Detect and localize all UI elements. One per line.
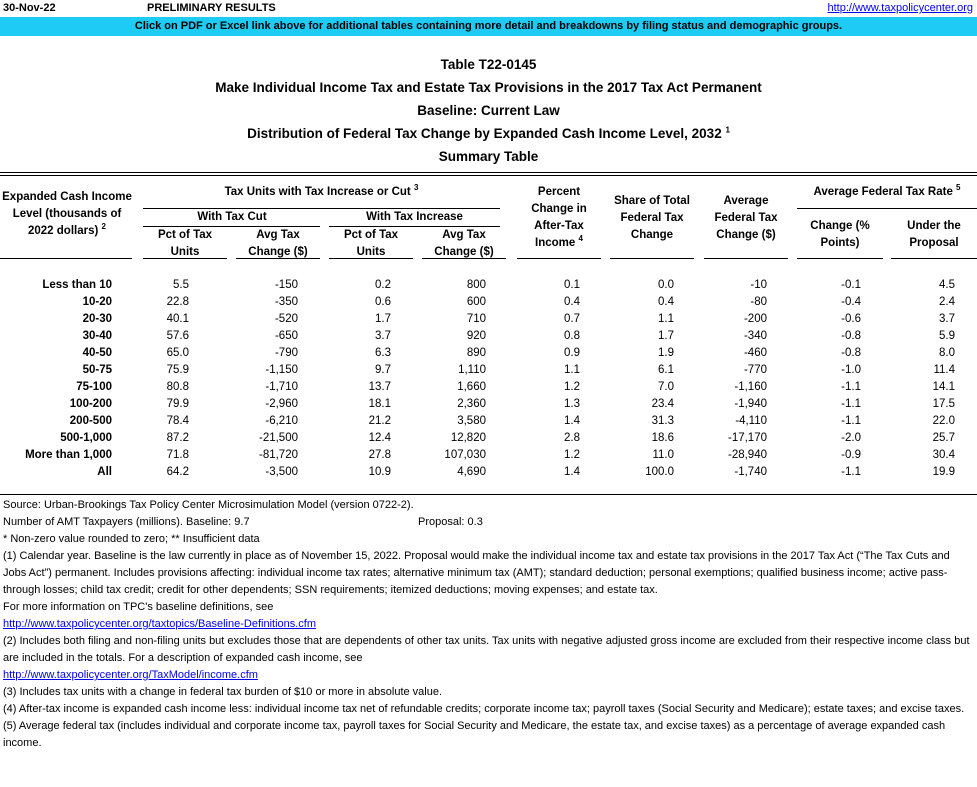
table-row	[0, 449, 977, 466]
income-level-label: 50-75	[82, 364, 112, 376]
cell-inc-avg: 12,820	[450, 432, 486, 444]
col-header-rate-change: Change (% Points)	[810, 220, 870, 249]
cell-cut-avg: -21,500	[258, 432, 298, 444]
divider	[797, 208, 977, 209]
cell-share: 18.6	[651, 432, 674, 444]
table-row	[0, 415, 977, 432]
cell-rate-proposal: 22.0	[932, 415, 955, 427]
cell-inc-pct: 3.7	[375, 330, 391, 342]
cell-rate-proposal: 14.1	[932, 381, 955, 393]
cell-pct-after-tax: 1.4	[564, 415, 580, 427]
cell-share: 31.3	[651, 415, 674, 427]
cell-pct-after-tax: 1.2	[564, 381, 580, 393]
col-header-share-total: Share of Total Federal Tax Change	[614, 195, 690, 241]
cell-avg-change: -1,740	[734, 466, 767, 478]
divider	[797, 258, 883, 259]
cell-rate-proposal: 4.5	[939, 279, 955, 291]
cell-inc-pct: 0.2	[375, 279, 391, 291]
footnote-3: (3) Includes tax units with a change in federal tax burden of $10 or more in absolute value.	[3, 686, 443, 698]
cell-pct-after-tax: 0.8	[564, 330, 580, 342]
cell-inc-pct: 1.7	[375, 313, 391, 325]
divider	[704, 258, 788, 259]
cell-cut-avg: -150	[274, 279, 298, 291]
cell-inc-avg: 920	[466, 330, 486, 342]
cell-cut-pct: 79.9	[166, 398, 189, 410]
cell-cut-avg: -1,150	[265, 364, 298, 376]
table-row	[0, 381, 977, 398]
cell-cut-pct: 75.9	[166, 364, 189, 376]
col-group-avg-fed-rate: Average Federal Tax Rate $^5$	[813, 183, 961, 198]
cell-cut-avg: -650	[274, 330, 298, 342]
cell-rate-change: -1.1	[841, 381, 861, 393]
cell-cut-pct: 5.5	[173, 279, 189, 291]
baseline-title: Baseline: Current Law	[417, 103, 560, 118]
cell-inc-avg: 1,660	[457, 381, 486, 393]
cell-rate-proposal: 3.7	[939, 313, 955, 325]
summary-title: Summary Table	[438, 149, 539, 164]
cell-rate-proposal: 17.5	[932, 398, 955, 410]
cell-cut-avg: -3,500	[265, 466, 298, 478]
table-row	[0, 330, 977, 347]
col-group-tax-units: Tax Units with Tax Increase or Cut $^3$	[224, 183, 419, 198]
divider	[422, 258, 506, 259]
cell-rate-proposal: 2.4	[939, 296, 955, 308]
cell-inc-avg: 710	[466, 313, 486, 325]
cell-inc-avg: 1,110	[458, 364, 486, 376]
cell-avg-change: -80	[750, 296, 767, 308]
cell-share: 7.0	[658, 381, 674, 393]
status-label: PRELIMINARY RESULTS	[147, 2, 276, 14]
col-header-inc-pct: Pct of Tax Units	[343, 229, 399, 258]
table-row	[0, 347, 977, 364]
col-group-with-tax-cut: With Tax Cut	[197, 211, 267, 223]
source-note: Source: Urban-Brookings Tax Policy Center Microsimulation Model (version 0722-2).	[3, 499, 414, 511]
table-row	[0, 432, 977, 449]
income-level-label: Less than 10	[42, 279, 112, 291]
col-header-pct-after-tax: Percent Change in After-Tax Income $^4$	[531, 186, 587, 249]
footnote-1: (1) Calendar year. Baseline is the law currently in place as of November 15, 2022. Proposal would make the individual income tax and estate tax provisions in the 2017 Tax Act (“The Tax Cuts and Jobs Act”) permanent. Includes provisions affecting: individual income tax rates; alternative minimum tax (AMT); standard deduction; personal exemptions; qualified business income; active pass-through losses; child tax credit; credit for other dependents; SSN requirements; itemized deductions; moving expenses; and estate tax.	[3, 550, 950, 596]
divider	[891, 258, 977, 259]
cell-rate-change: -0.4	[841, 296, 861, 308]
col-header-income-level: Expanded Cash Income Level (thousands of 2022 dollars) $^2$	[2, 191, 132, 237]
divider	[517, 258, 601, 259]
cell-avg-change: -1,940	[734, 398, 767, 410]
income-level-label: 500-1,000	[60, 432, 112, 444]
cell-inc-avg: 800	[466, 279, 486, 291]
cell-cut-pct: 40.1	[166, 313, 189, 325]
cell-rate-proposal: 5.9	[939, 330, 955, 342]
cell-rate-proposal: 30.4	[932, 449, 955, 461]
cell-inc-avg: 107,030	[444, 449, 486, 461]
footnote-5: (5) Average federal tax (includes individual and corporate income tax, payroll taxes for Social Security and Medicare, the estate tax, and excise taxes) as a percentage of average expanded cash income.	[3, 720, 946, 749]
cell-avg-change: -340	[743, 330, 767, 342]
cell-cut-pct: 71.8	[166, 449, 189, 461]
income-level-label: 75-100	[76, 381, 112, 393]
cell-cut-avg: -520	[274, 313, 298, 325]
cell-pct-after-tax: 1.4	[564, 466, 580, 478]
cell-avg-change: -460	[743, 347, 767, 359]
table-row	[0, 466, 977, 483]
distribution-title: Distribution of Federal Tax Change by Expanded Cash Income Level, 2032 $^1$	[247, 125, 730, 141]
income-level-label: 30-40	[82, 330, 112, 342]
table-row	[0, 296, 977, 313]
table-titles	[0, 53, 977, 168]
divider	[0, 258, 132, 259]
cell-cut-avg: -6,210	[265, 415, 298, 427]
cell-inc-pct: 10.9	[368, 466, 391, 478]
cell-pct-after-tax: 2.8	[564, 432, 580, 444]
cell-share: 1.7	[658, 330, 674, 342]
cell-rate-change: -1.1	[841, 415, 861, 427]
table-row	[0, 279, 977, 296]
cell-rate-proposal: 8.0	[939, 347, 955, 359]
proposal-title: Make Individual Income Tax and Estate Tax Provisions in the 2017 Tax Act Permanent	[215, 80, 762, 95]
cell-inc-avg: 4,690	[457, 466, 486, 478]
footnote-1-more: For more information on TPC's baseline definitions, see	[3, 601, 274, 613]
cell-rate-change: -2.0	[841, 432, 861, 444]
cell-inc-pct: 6.3	[375, 347, 391, 359]
cell-share: 0.0	[658, 279, 674, 291]
income-level-label: More than 1,000	[25, 449, 112, 461]
cell-inc-avg: 3,580	[457, 415, 486, 427]
cell-cut-avg: -81,720	[258, 449, 298, 461]
income-level-label: 20-30	[82, 313, 112, 325]
cell-share: 23.4	[651, 398, 674, 410]
cell-rate-change: -1.0	[841, 364, 861, 376]
cell-inc-pct: 0.6	[375, 296, 391, 308]
cell-inc-pct: 13.7	[368, 381, 391, 393]
income-level-label: All	[97, 466, 112, 478]
cell-avg-change: -4,110	[735, 415, 767, 427]
cell-share: 0.4	[658, 296, 674, 308]
cell-inc-pct: 12.4	[368, 432, 391, 444]
cell-avg-change: -200	[743, 313, 767, 325]
cell-inc-avg: 890	[466, 347, 486, 359]
cell-inc-avg: 600	[466, 296, 486, 308]
cell-cut-pct: 64.2	[166, 466, 189, 478]
cell-inc-avg: 2,360	[457, 398, 486, 410]
cell-share: 1.1	[658, 313, 674, 325]
info-banner: Click on PDF or Excel link above for additional tables containing more detail and breakdowns by filing status and demographic groups.	[0, 17, 977, 36]
table-row	[0, 313, 977, 330]
income-definition-link[interactable]: http://www.taxpolicycenter.org/TaxModel/income.cfm	[3, 669, 258, 681]
cell-pct-after-tax: 0.7	[564, 313, 580, 325]
col-group-with-tax-increase: With Tax Increase	[366, 211, 463, 223]
divider	[610, 258, 694, 259]
cell-avg-change: -770	[743, 364, 767, 376]
cell-rate-proposal: 19.9	[932, 466, 955, 478]
col-header-rate-proposal: Under the Proposal	[907, 220, 961, 249]
divider	[236, 258, 320, 259]
cell-pct-after-tax: 1.3	[564, 398, 580, 410]
cell-cut-pct: 87.2	[166, 432, 189, 444]
col-header-inc-avg: Avg Tax Change ($)	[434, 229, 494, 258]
col-header-cut-avg: Avg Tax Change ($)	[248, 229, 308, 258]
cell-share: 1.9	[658, 347, 674, 359]
cell-share: 100.0	[645, 466, 674, 478]
cell-rate-change: -0.1	[841, 279, 861, 291]
cell-cut-avg: -350	[274, 296, 298, 308]
col-header-cut-pct: Pct of Tax Units	[157, 229, 213, 258]
table-row	[0, 398, 977, 415]
footnote-4: (4) After-tax income is expanded cash income less: individual income tax net of refundable credits; corporate income tax; payroll taxes (Social Security and Medicare); estate taxes; and excise taxes.	[3, 703, 965, 715]
income-level-label: 40-50	[82, 347, 112, 359]
income-level-label: 200-500	[69, 415, 112, 427]
cell-pct-after-tax: 0.4	[564, 296, 580, 308]
cell-rate-change: -0.8	[841, 330, 861, 342]
cell-cut-pct: 80.8	[166, 381, 189, 393]
cell-rate-change: -0.8	[841, 347, 861, 359]
cell-inc-pct: 27.8	[368, 449, 391, 461]
report-date: 30-Nov-22	[3, 2, 56, 14]
income-level-label: 100-200	[69, 398, 112, 410]
cell-inc-pct: 21.2	[368, 415, 391, 427]
cell-inc-pct: 9.7	[375, 364, 391, 376]
cell-cut-pct: 22.8	[166, 296, 189, 308]
cell-cut-pct: 78.4	[166, 415, 189, 427]
divider	[0, 172, 977, 173]
cell-cut-pct: 57.6	[166, 330, 189, 342]
cell-share: 11.0	[652, 449, 674, 461]
cell-cut-pct: 65.0	[166, 347, 189, 359]
divider	[329, 258, 413, 259]
cell-cut-avg: -790	[274, 347, 298, 359]
footnote-2: (2) Includes both filing and non-filing units but excludes those that are dependents of other tax units. Tax units with negative adjusted gross income are excluded from their respective income class but are included in the totals. For a description of expanded cash income, see	[3, 635, 970, 664]
cell-pct-after-tax: 0.1	[564, 279, 580, 291]
top-bar	[0, 0, 977, 17]
cell-rate-change: -1.1	[841, 466, 861, 478]
divider	[143, 258, 227, 259]
divider	[0, 175, 977, 176]
cell-avg-change: -10	[750, 279, 767, 291]
legend-note: * Non-zero value rounded to zero; ** Insufficient data	[3, 533, 260, 545]
cell-cut-avg: -2,960	[265, 398, 298, 410]
tpc-site-link[interactable]: http://www.taxpolicycenter.org	[827, 2, 973, 14]
cell-avg-change: -28,940	[727, 449, 767, 461]
cell-rate-change: -0.9	[841, 449, 861, 461]
cell-cut-avg: -1,710	[265, 381, 298, 393]
table-row	[0, 364, 977, 381]
cell-avg-change: -1,160	[734, 381, 767, 393]
income-level-label: 10-20	[82, 296, 112, 308]
cell-rate-proposal: 11.4	[933, 364, 955, 376]
divider	[0, 494, 977, 495]
cell-rate-change: -0.6	[841, 313, 861, 325]
amt-note: Number of AMT Taxpayers (millions). Baseline: 9.7 Proposal: 0.3	[3, 516, 483, 528]
cell-inc-pct: 18.1	[368, 398, 391, 410]
cell-pct-after-tax: 1.2	[564, 449, 580, 461]
cell-rate-proposal: 25.7	[932, 432, 955, 444]
cell-pct-after-tax: 1.1	[564, 364, 580, 376]
cell-pct-after-tax: 0.9	[564, 347, 580, 359]
cell-rate-change: -1.1	[841, 398, 861, 410]
col-header-avg-fed-change: Average Federal Tax Change ($)	[714, 195, 778, 241]
baseline-definitions-link[interactable]: http://www.taxpolicycenter.org/taxtopics/Baseline-Definitions.cfm	[3, 618, 317, 630]
cell-share: 6.1	[658, 364, 674, 376]
cell-avg-change: -17,170	[727, 432, 767, 444]
footnotes	[3, 497, 973, 752]
table-id: Table T22-0145	[440, 57, 537, 72]
